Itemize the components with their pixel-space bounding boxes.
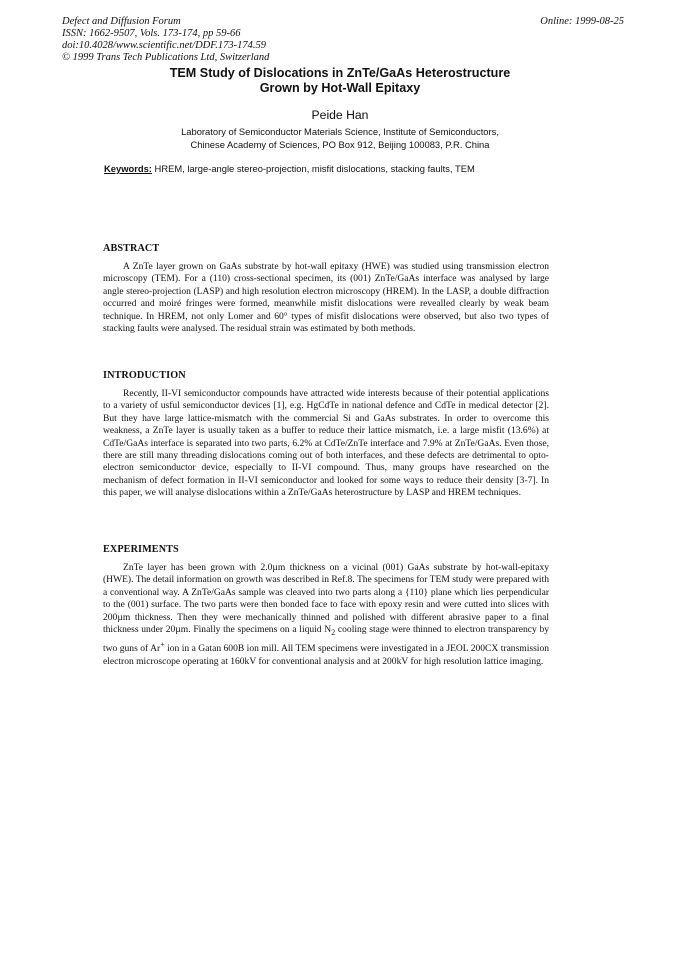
- abstract-heading: ABSTRACT: [103, 243, 160, 254]
- experiments-text: [103, 562, 549, 668]
- introduction-text: Recently, II-VI semiconductor compounds have attracted wide interests because of their potential applications to a variety of usful semiconductor devices [1], e.g. HgCdTe in national defence and CdTe in medical detector [2]. But they have large lattice-mismatch with the commercial Si and GaAs substrates. In order to overcome this weakness, a ZnTe layer is usually taken as a buffer to reduce their lattice mismatch, i.e. a large misfit (13.6%) at CdTe/GaAs interface is separated into two parts, 6.2% at CdTe/ZnTe interface and 7.9% at ZnTe/GaAs. Even those, there are still many threading dislocations coming out of both interfaces, and these defects are detrimental to opto-electron semiconductor device, especially to II-VI compound. Thus, many groups have researched on the mechanism of defect formation in II-VI semiconductor and looked for some ways to reduce their density [3-7]. In this paper, we will analyse dislocations within a ZnTe/GaAs heterostructure by LASP and HREM techniques.: [103, 388, 549, 499]
- abstract-section: [103, 243, 549, 335]
- affiliation: [60, 126, 620, 151]
- title-line-1: TEM Study of Dislocations in ZnTe/GaAs Heterostructure: [169, 66, 511, 80]
- keywords: [104, 163, 584, 175]
- abstract-text: A ZnTe layer grown on GaAs substrate by hot-wall epitaxy (HWE) was studied using transmission electron microscopy (TEM). For a (110) cross-sectional specimen, its (001) ZnTe/GaAs interface was analysed by large angle stereo-projection (LASP) and high resolution electron microscopy (HREM). In the LASP, a double diffraction occurred and moiré fringes were formed, meanwhile misfit dislocations were revealled clearly by weak beam technique. In HREM, not only Lomer and 60° types of misfit dislocations were observed, but also two types of stacking faults were analysed. The residual strain was estimated by both methods.: [103, 261, 549, 335]
- experiments-heading: EXPERIMENTS: [103, 544, 179, 555]
- online-date: Online: 1999-08-25: [540, 16, 624, 27]
- n2-subscript: 2: [331, 627, 336, 637]
- introduction-section: [103, 370, 549, 500]
- introduction-heading: INTRODUCTION: [103, 370, 186, 381]
- keywords-label: Keywords:: [104, 163, 152, 174]
- title-line-2: Grown by Hot-Wall Epitaxy: [259, 81, 421, 95]
- journal-name: Defect and Diffusion Forum: [62, 16, 181, 27]
- author-name: Peide Han: [311, 108, 369, 122]
- affiliation-line-2: Chinese Academy of Sciences, PO Box 912, Beijing 100083, P.R. China: [190, 138, 490, 150]
- copyright-line: © 1999 Trans Tech Publications Ltd, Switzerland: [62, 52, 270, 63]
- doi-line[interactable]: doi:10.4028/www.scientific.net/DDF.173-174.59: [62, 40, 267, 51]
- experiments-section: [103, 544, 549, 668]
- experiments-text-b: cooling stage were thinned to electron transparency by two guns of Ar: [103, 624, 550, 655]
- keywords-text: HREM, large-angle stereo-projection, misfit dislocations, stacking faults, TEM: [151, 163, 475, 174]
- citation-block: [62, 16, 482, 64]
- affiliation-line-1: Laboratory of Semiconductor Materials Science, Institute of Semiconductors,: [181, 126, 499, 137]
- paper-title: [60, 66, 620, 96]
- ar-superscript: +: [160, 640, 165, 650]
- issn-line: ISSN: 1662-9507, Vols. 173-174, pp 59-66: [62, 28, 241, 39]
- experiments-text-a: ZnTe layer has been grown with 2.0µm thickness on a vicinal (001) GaAs substrate by hot-wall-epitaxy (HWE). The detail information on growth was described in Ref.8. The specimens for TEM study were prepared with a conventional way. A ZnTe/GaAs sample was cleaved into two parts along a {110} plane which lies perpendicular to the (001) surface. The two parts were then bonded face to face with epoxy resin and were cutted into slices with 200µm thickness. Then they were mechanically thinned and polished with different abrasive paper to a final thickness under 20µm. Finally the specimens on a liquid N: [103, 562, 549, 636]
- experiments-text-c: ion in a Gatan 600B ion mill. All TEM specimens were investigated in a JEOL 200CX transmission electron microscope operating at 160kV for conventional analysis and at 200kV for high resolution lattice imaging.: [103, 643, 550, 667]
